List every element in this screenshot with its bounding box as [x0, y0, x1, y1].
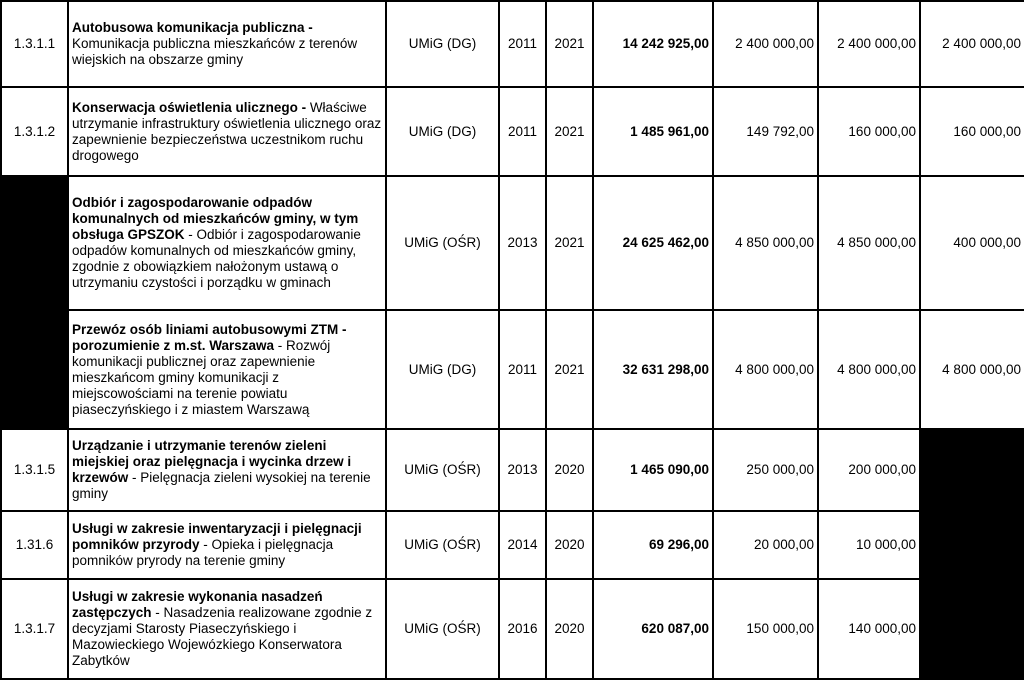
- task-number: 1.3.1.2: [1, 87, 68, 176]
- task-title: Autobusowa komunikacja publiczna -: [72, 20, 313, 35]
- task-description: [68, 310, 386, 429]
- year-from: 2013: [499, 429, 546, 511]
- task-title: Konserwacja oświetlenia ulicznego -: [72, 99, 307, 115]
- task-title: Urządzanie i utrzymanie terenów zieleni miejskiej oraz pielęgnacja i wycinka drzew i krzewów: [72, 438, 352, 485]
- amount-year-1: 20 000,00: [713, 511, 818, 579]
- amount-year-3: [920, 579, 1024, 679]
- task-number: [1, 176, 68, 310]
- responsible-unit: UMiG (OŚR): [386, 429, 499, 511]
- amount-year-1: 150 000,00: [713, 579, 818, 679]
- responsible-unit: UMiG (OŚR): [386, 579, 499, 679]
- table-row: [1, 429, 1024, 511]
- task-detail: Komunikacja publiczna mieszkańców z terenów wiejskich na obszarze gminy: [72, 36, 358, 67]
- table-row: [1, 511, 1024, 579]
- table-row: [1, 310, 1024, 429]
- amount-year-2: 2 400 000,00: [818, 1, 920, 87]
- responsible-unit: UMiG (OŚR): [386, 511, 499, 579]
- task-description: [68, 1, 386, 87]
- responsible-unit: UMiG (DG): [386, 310, 499, 429]
- amount-year-3: 2 400 000,00: [920, 1, 1024, 87]
- year-to: 2021: [546, 310, 593, 429]
- total-amount: 32 631 298,00: [593, 310, 713, 429]
- task-description: [68, 579, 386, 679]
- amount-year-2: 4 800 000,00: [818, 310, 920, 429]
- amount-year-2: 4 850 000,00: [818, 176, 920, 310]
- amount-year-1: 250 000,00: [713, 429, 818, 511]
- year-to: 2020: [546, 579, 593, 679]
- amount-year-1: 4 850 000,00: [713, 176, 818, 310]
- total-amount: 1 465 090,00: [593, 429, 713, 511]
- amount-year-3: [920, 429, 1024, 511]
- task-number: 1.3.1.5: [1, 429, 68, 511]
- task-number: 1.3.1.7: [1, 579, 68, 679]
- responsible-unit: UMiG (DG): [386, 87, 499, 176]
- year-from: 2011: [499, 1, 546, 87]
- task-description: [68, 176, 386, 310]
- task-detail: - Odbiór i zagospodarowanie odpadów komunalnych od mieszkańców gminy, zgodnie z obowiązkiem nałożonym ustawą o utrzymaniu czystości i porządku w gminach: [72, 227, 361, 290]
- year-from: 2013: [499, 176, 546, 310]
- task-number: 1.3.1.1: [1, 1, 68, 87]
- task-description: [68, 429, 386, 511]
- task-description: [68, 87, 386, 176]
- task-detail: Właściwe utrzymanie infrastruktury oświetlenia ulicznego oraz zapewnienie bezpieczeństwa uczestnikom ruchu drogowego: [72, 99, 382, 163]
- task-title: Usługi w zakresie inwentaryzacji i pielęgnacji pomników przyrody: [72, 521, 362, 552]
- year-from: 2014: [499, 511, 546, 579]
- amount-year-1: 149 792,00: [713, 87, 818, 176]
- year-to: 2020: [546, 429, 593, 511]
- table-row: [1, 87, 1024, 176]
- amount-year-3: [920, 511, 1024, 579]
- amount-year-2: 200 000,00: [818, 429, 920, 511]
- table-row: [1, 1, 1024, 87]
- task-number: 1.31.6: [1, 511, 68, 579]
- task-title: Odbiór i zagospodarowanie odpadów komunalnych od mieszkańców gminy, w tym obsługa GPSZOK: [72, 195, 359, 242]
- amount-year-1: 4 800 000,00: [713, 310, 818, 429]
- task-detail: - Opieka i pielęgnacja pomników pryrody na terenie gminy: [72, 537, 334, 568]
- task-detail: - Rozwój komunikacji publicznej oraz zapewnienie mieszkańcom gminy komunikacji z miejscowościami na terenie powiatu piaseczyńskiego i z miastem Warszawą: [72, 337, 331, 417]
- amount-year-3: 4 800 000,00: [920, 310, 1024, 429]
- total-amount: 620 087,00: [593, 579, 713, 679]
- task-title: Usługi w zakresie wykonania nasadzeń zastępczych: [72, 589, 323, 620]
- year-from: 2011: [499, 87, 546, 176]
- table-row: [1, 176, 1024, 310]
- amount-year-2: 140 000,00: [818, 579, 920, 679]
- amount-year-3: 400 000,00: [920, 176, 1024, 310]
- task-detail: - Nasadzenia realizowane zgodnie z decyzjami Starosty Piaseczyńskiego i Mazowieckiego Wojewózkiego Konserwatora Zabytków: [72, 605, 373, 668]
- total-amount: 69 296,00: [593, 511, 713, 579]
- task-number: [1, 310, 68, 429]
- amount-year-2: 160 000,00: [818, 87, 920, 176]
- year-to: 2021: [546, 176, 593, 310]
- table-row: [1, 579, 1024, 679]
- year-to: 2021: [546, 87, 593, 176]
- year-from: 2011: [499, 310, 546, 429]
- total-amount: 24 625 462,00: [593, 176, 713, 310]
- year-from: 2016: [499, 579, 546, 679]
- amount-year-2: 10 000,00: [818, 511, 920, 579]
- task-detail: - Pielęgnacja zieleni wysokiej na terenie gminy: [72, 470, 371, 501]
- year-to: 2020: [546, 511, 593, 579]
- year-to: 2021: [546, 1, 593, 87]
- total-amount: 14 242 925,00: [593, 1, 713, 87]
- responsible-unit: UMiG (OŚR): [386, 176, 499, 310]
- responsible-unit: UMiG (DG): [386, 1, 499, 87]
- task-title: Przewóz osób liniami autobusowymi ZTM - porozumienie z m.st. Warszawa: [72, 321, 347, 353]
- task-description: [68, 511, 386, 579]
- total-amount: 1 485 961,00: [593, 87, 713, 176]
- amount-year-3: 160 000,00: [920, 87, 1024, 176]
- amount-year-1: 2 400 000,00: [713, 1, 818, 87]
